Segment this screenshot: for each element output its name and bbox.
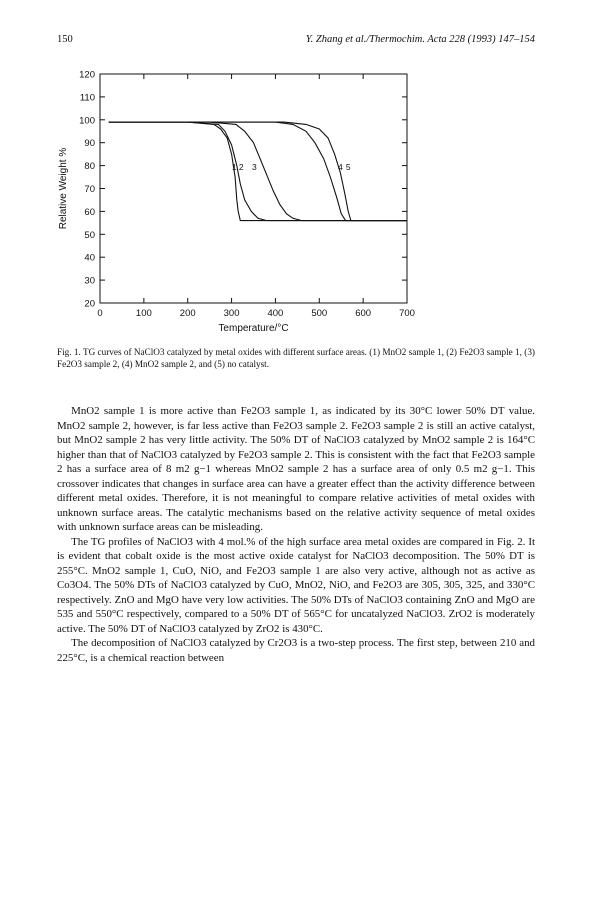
y-tick-label: 40 bbox=[84, 252, 95, 264]
x-tick-label: 500 bbox=[311, 308, 328, 319]
plot-frame bbox=[100, 74, 407, 303]
running-head bbox=[57, 34, 535, 50]
y-tick-label: 100 bbox=[79, 115, 95, 127]
tg-curve-4 bbox=[109, 122, 407, 221]
x-axis-label: Temperature/°C bbox=[218, 323, 289, 334]
curve-label-3: 3 bbox=[252, 162, 257, 173]
tg-curve-5 bbox=[109, 122, 407, 221]
x-tick-label: 600 bbox=[355, 308, 372, 319]
tg-curve-2 bbox=[109, 122, 407, 221]
figure-caption: Fig. 1. TG curves of NaClO3 catalyzed by metal oxides with different surface areas. (1) MnO2 sample 1, (2) Fe2O3 sample 1, (3) Fe2O3 sample 2, (4) MnO2 sample 2, and (5) no catalyst. bbox=[57, 347, 535, 369]
y-tick-label: 90 bbox=[84, 138, 95, 150]
tg-chart bbox=[55, 60, 435, 340]
x-tick-label: 400 bbox=[267, 308, 284, 319]
paragraph-2: The TG profiles of NaClO3 with 4 mol.% of the high surface area metal oxides are compared in Fig. 2. It is evident that cobalt oxide is the most active oxide catalyst for NaClO3 decomposition. The 50% DT is 255°C. MnO2 sample 1, CuO, NiO, and Fe2O3 sample 1 are also very active, although not as active as Co3O4. The 50% DTs of NaClO3 catalyzed by CuO, MnO2, NiO, and Fe2O3 are 305, 305, 325, and 330°C respectively. ZnO and MgO have very low activities. The 50% DTs of NaClO3 containing ZnO and MgO are 535 and 550°C respectively, compared to a 50% DT of 565°C for uncatalyzed NaClO3. ZrO2 is moderately active. The 50% DT of NaClO3 catalyzed by ZrO2 is 430°C. bbox=[57, 535, 535, 635]
y-axis-label: Relative Weight % bbox=[58, 147, 69, 230]
x-tick-label: 200 bbox=[179, 308, 196, 319]
tg-curve-3 bbox=[109, 122, 407, 221]
y-tick-label: 70 bbox=[84, 184, 95, 195]
paragraph-1: MnO2 sample 1 is more active than Fe2O3 sample 1, as indicated by its 30°C lower 50% DT value. MnO2 sample 2, however, is far less active than Fe2O3 sample 2. Fe2O3 sample 2 is still an active catalyst, but MnO2 sample 2 has very little activity. The 50% DT of NaClO3 catalyzed by MnO2 sample 2 is 164°C higher than that of NaClO3 catalyzed by Fe2O3 sample 2. This is consistent with the fact that Fe2O3 sample 2 has a surface area of 8 m2 g−1 whereas MnO2 sample 2 has a surface area of only 0.5 m2 g−1. This crossover indicates that changes in surface area can have a greater effect than the activity difference between different metal oxides. Therefore, it is not meaningful to compare relative activities of metal oxides with unknown surface areas. The catalytic mechanisms based on the relative activity sequence of metal oxides with unknown surface areas can be misleading. bbox=[57, 405, 535, 533]
figure-1 bbox=[55, 60, 435, 340]
body-text bbox=[57, 404, 535, 665]
paragraph-3: The decomposition of NaClO3 catalyzed by Cr2O3 is a two-step process. The first step, between 210 and 225°C, is a chemical reaction between bbox=[57, 637, 535, 664]
journal-reference: Y. Zhang et al./Thermochim. Acta 228 (1993) 147–154 bbox=[305, 34, 535, 45]
curve-label-2: 2 bbox=[238, 162, 244, 173]
y-tick-label: 120 bbox=[79, 69, 95, 81]
tg-curve-1 bbox=[109, 122, 407, 221]
y-tick-label: 110 bbox=[79, 92, 95, 104]
y-tick-label: 30 bbox=[84, 275, 95, 287]
y-tick-label: 50 bbox=[84, 229, 95, 241]
y-tick-label: 80 bbox=[84, 161, 95, 173]
x-tick-label: 700 bbox=[399, 308, 415, 319]
curve-label-5: 5 bbox=[345, 162, 351, 173]
x-tick-label: 0 bbox=[97, 308, 103, 319]
y-tick-label: 20 bbox=[84, 298, 95, 310]
page-number: 150 bbox=[57, 34, 73, 45]
curve-label-4: 4 bbox=[337, 162, 343, 173]
y-tick-label: 60 bbox=[84, 206, 95, 218]
curve-label-1: 1 bbox=[231, 162, 237, 173]
x-tick-label: 300 bbox=[223, 308, 240, 319]
x-tick-label: 100 bbox=[135, 308, 152, 319]
